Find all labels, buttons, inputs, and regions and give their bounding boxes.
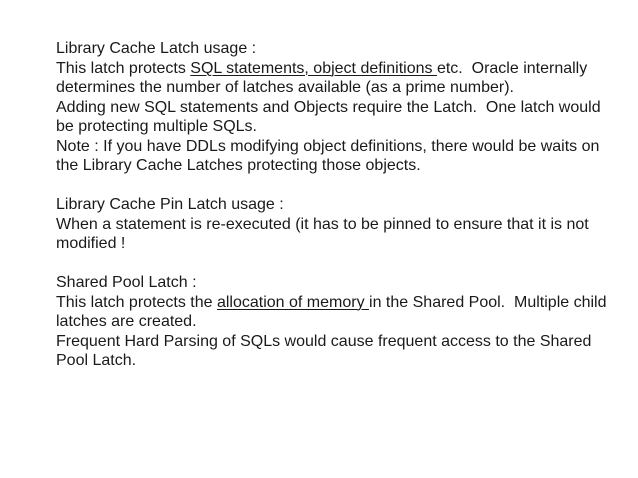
underlined-term-sql-statements: SQL statements, object definitions [190,59,437,77]
section-heading-shared-pool-latch: Shared Pool Latch : [56,274,197,291]
text-segment: This latch protects the [56,293,217,311]
text-line: Frequent Hard Parsing of SQLs would cause frequent access to the Shared [56,332,592,350]
text-line: When a statement is re-executed (it has to be pinned to ensure that it is not [56,215,589,233]
section-heading-library-cache-pin-latch: Library Cache Pin Latch usage : [56,196,284,213]
text-line: determines the number of latches available (as a prime number). [56,79,514,96]
text-line: Pool Latch. [56,352,137,369]
underlined-term-allocation-of-memory: allocation of memory [216,293,370,311]
section-spacer [56,254,616,274]
text-line: latches are created. [56,313,197,330]
text-line: be protecting multiple SQLs. [56,118,257,135]
text-line: Adding new SQL statements and Objects require the Latch. One latch would [56,98,601,116]
text-segment: This latch protects [56,59,191,77]
text-segment: in the Shared Pool. Multiple child [369,293,607,311]
text-segment: etc. Oracle internally [436,59,588,77]
text-line: the Library Cache Latches protecting those objects. [56,157,421,174]
text-line [56,59,616,79]
text-line: Note : If you have DDLs modifying object definitions, there would be waits on [56,137,600,155]
section-heading-library-cache-latch: Library Cache Latch usage : [56,40,257,57]
text-line: modified ! [56,235,126,252]
text-line [56,293,616,313]
section-spacer [56,176,616,196]
slide-text-body [56,39,616,371]
